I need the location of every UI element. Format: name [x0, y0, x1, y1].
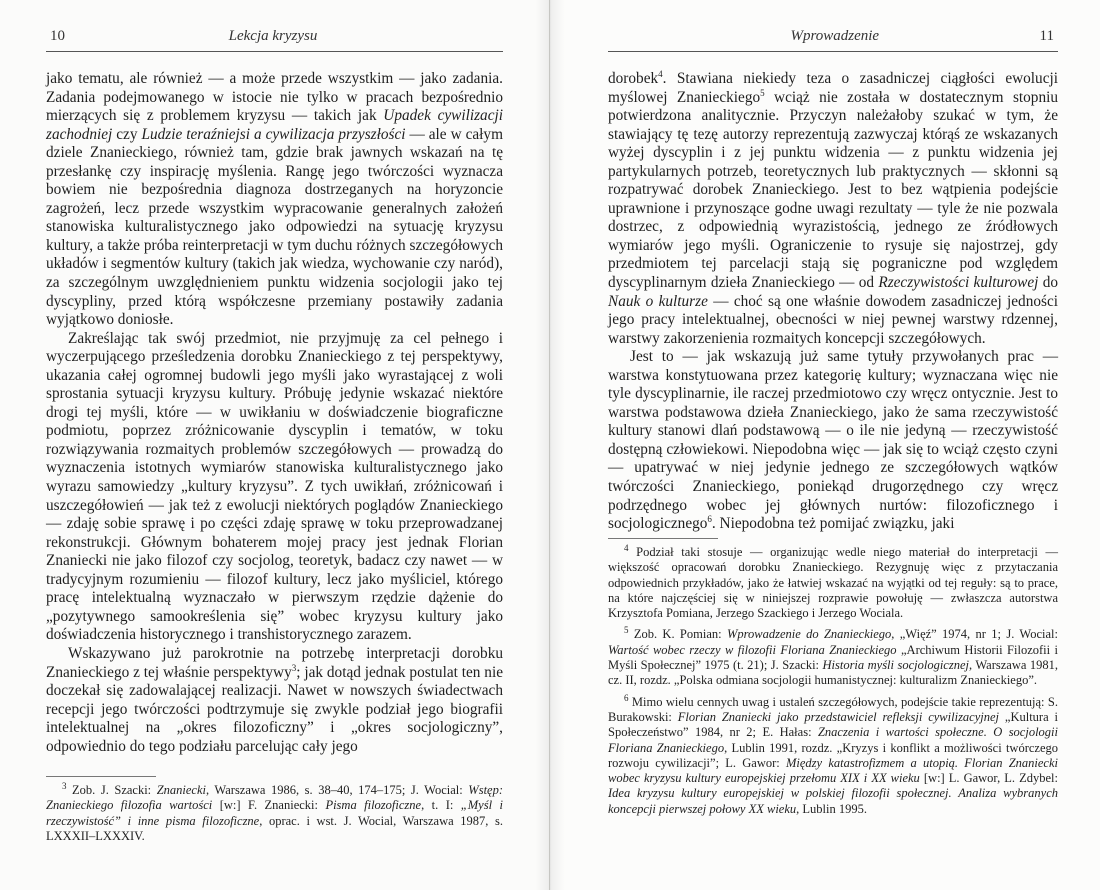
text-run: Zob. J. Szacki:: [66, 783, 157, 797]
text-run: [w:] L. Gawor, L. Zdybel:: [919, 771, 1058, 786]
paragraph: [46, 645, 503, 756]
text-run: dorobek: [608, 70, 659, 87]
text-run: czy: [112, 125, 142, 143]
footnote-ref: 4: [624, 542, 629, 553]
right-running-title: Wprowadzenie: [790, 28, 880, 44]
italic-title: Ludzie teraźniejsi a cywilizacja przyszłości: [141, 125, 406, 143]
text-run: Jest to — jak wskazują już same tytuły przywołanych prac — warstwa konstytuowana przez kategorię kultury; wyznaczana więc nie tyle dyscyplinarnie, ile raczej przedmiotowo czy wręcz ontycznie. Jest to warstwa podstawowa dzieła Znanieckiego, jako że sama rzeczywistość kultury stanowi dlań podstawową — o ile nie jedyną — rzeczywistość dostępną człowiekowi. Niepodobna więc — jak się to wciąż często czyni — upatrywać w niej jedynie jednego ze szczegółowych wątków twórczości Znanieckiego, poniekąd drugorzędnego czy wręcz podrzędnego wobec jej głównych nurtów: filozoficznego i socjologicznego: [608, 348, 1058, 533]
italic-title: Wartość wobec rzeczy w filozofii Floriana Znanieckiego: [608, 642, 897, 657]
italic-title: Rzeczywistości kulturowej: [878, 274, 1039, 292]
italic-title: Wstęp: Znanieckiego filozofia wartości: [46, 783, 504, 813]
footnote-ref: 6: [624, 692, 629, 703]
footnote-ref: 5: [760, 87, 765, 98]
text-run: wciąż nie została w dostatecznym stopniu potwierdzona analitycznie. Przyczyn należałoby szukać w tym, że stawiający tę tezę autorzy reprezentują zazwyczaj którąś ze wskazanych wyżej dyscyplin i z jej punktu widzenia — z punktu widzenia jej partykularnych potrzeb, teoretycznych lub praktycznych — skłonni są rozpatrywać dorobek Znanieckiego. Jest to bez wątpienia podejście uprawnione i przynoszące godne uwagi rezultaty — tyle że nie pozwala dostrzec, z odpowiednią wyrazistością, jednego ze źródłowych wymiarów jego myśli. Ograniczenie to rysuje się najostrzej, gdy przedmiotem tej parcelacji stają się pograniczne pod względem dyscyplinarnym dzieła Znanieckiego — od: [608, 88, 1058, 292]
text-run: — ale w całym dziele Znanieckiego, również tam, gdzie brak jawnych wskazań na tę przesłankę czy inspirację myślenia. Rangę jego twórczości wyznacza bowiem nie bezpośrednia diagnoza dostrzeganych na horyzoncie zagrożeń, lecz przede wszystkim wypracowanie generalnych założeń stanowiska kulturalistycznego jako odpowiedzi na sytuację kryzysu kultury, a także próba reinterpretacji w tym duchu różnych szczegółowych układów i segmentów kultury (takich jak wiedza, wychowanie czy naród), za szczególnym uwzględnieniem punktu widzenia socjologii jako tej dyscypliny, przed którą współczesne przemiany postawiły zadania wyjątkowo doniosłe.: [46, 125, 503, 329]
text-run: Podział taki stosuje — organizując wedle niego materiał do interpretacji — większość opracowań dorobku Znanieckiego. Rezygnuję więc z przytaczania odpowiednich przykładów, jako że łatwiej wskazać na wyjątki od tej reguły: są to prace, na które najczęściej się w niniejszej rozprawie powołuję — zwłaszcza autorstwa Krzysztofa Pomiana, Jerzego Szackiego i Jerzego Wociala.: [608, 545, 1058, 621]
paragraph: [46, 70, 503, 330]
footnote-ref: 3: [291, 662, 297, 673]
paragraph: [608, 70, 1058, 348]
italic-title: Historia myśli socjologicznej: [822, 658, 969, 673]
left-body-text: [46, 70, 503, 756]
footnote: [608, 627, 1058, 688]
text-run: , oprac. i wst. J. Wocial, Warszawa 1987, s. LXXXII–LXXXIV.: [46, 813, 503, 843]
italic-title: Pisma filozoficzne: [325, 798, 422, 813]
footnote: [46, 780, 504, 844]
text-run: Zob. K. Pomian:: [628, 627, 727, 642]
text-run: ; jak dotąd jednak postulat ten nie doczekał się zadowalającej realizacji. Nawet w nowszych świadectwach recepcji jego twórczości podtrzymuje się zwykle podział jego biografii intelektualnej na „okres filozoficzny” i „okres socjologiczny”, odpowiednio do tego podziału parcelując cały jego: [46, 663, 503, 755]
text-run: „Archiwum Historii Filozofii i Myśli Społecznej” 1975 (t. 21); J. Szacki:: [608, 642, 1058, 673]
right-footnotes: [608, 538, 1058, 823]
text-run: , „Więź” 1974, nr 1; J. Wocial:: [891, 627, 1058, 642]
text-run: . Niepodobna też pomijać związku, jaki: [711, 515, 955, 533]
footnote-rule: [608, 538, 718, 539]
text-run: , Warszawa 1981, cz. II, rozdz. „Polska odmiana socjologii humanistycznej: kulturalizm Znanieckiego”.: [608, 658, 1058, 688]
footnote-ref: 6: [707, 514, 712, 525]
text-run: Mimo wielu cennych uwag i ustaleń szczegółowych, podejście takie reprezentują: S. Burakowski:: [608, 694, 1058, 724]
text-run: jako tematu, ale również — a może przede wszystkim — jako zadania. Zadania podejmowanego w istocie nie tylko w pracach bezpośrednio mierzących się z problemem kryzysu — takich jak: [46, 70, 503, 125]
italic-title: „Myśl i rzeczywistość” i inne pisma filozoficzne: [46, 798, 503, 828]
footnote-ref: 5: [624, 625, 629, 636]
left-running-head: [46, 28, 503, 52]
text-run: , t. I:: [421, 798, 461, 813]
footnote-rule: [46, 776, 156, 777]
left-page-number: 10: [50, 28, 65, 44]
text-run: [w:] F. Znaniecki:: [212, 798, 326, 813]
text-run: , Warszawa 1986, s. 38–40, 174–175; J. Wocial:: [206, 783, 469, 797]
text-run: Zakreślając tak swój przedmiot, nie przyjmuję za cel pełnego i wyczerpującego prześledzenia dorobku Znanieckiego z tej perspektywy, ukazania całej ogromnej budowli jego myśli jako wyrastającej z woli sprostania sytuacji kryzysu kultury. Próbuję jedynie wskazać niektóre drogi tej myśli, które — w uwikłaniu w doświadczenie biograficzne podmiotu, poprzez zróżnicowanie dyscyplin i tematów, w toku rozwiązywania rozmaitych problemów szczegółowych — prowadzą do wyznaczenia istotnych wymiarów stanowiska kulturalistycznego jako wyrazu samowiedzy „kultury kryzysu”. Z tych uwikłań, zróżnicowań i uszczegółowień — jak też z ewolucji niektórych poglądów Znanieckiego — zdaję sobie sprawę i po części zdaję sprawę w toku przeprowadzanej rekonstrukcji. Głównym bohaterem mojej pracy jest jednak Florian Znaniecki nie jako filozof czy socjolog, teoretyk, badacz czy nawet — w tradycyjnym rozumieniu — filozof kultury, lecz jako myśliciel, którego pracę intelektualną wyznaczało w pierwszym rzędzie dążenie do „pozytywnego samookreślenia się” wobec kryzysu kultury jako doświadczenia historycznego i transhistorycznego zarazem.: [46, 329, 503, 644]
text-run: do: [1038, 274, 1058, 292]
paragraph: [608, 348, 1058, 533]
right-body-text: [608, 70, 1058, 534]
text-run: , Lublin 1995.: [796, 801, 867, 816]
italic-title: Znaniecki: [156, 783, 206, 797]
italic-title: Upadek cywilizacji zachodniej: [46, 107, 503, 143]
right-page: [550, 0, 1100, 890]
right-page-number: 11: [1039, 28, 1054, 44]
italic-title: Idea kryzysu kultury europejskiej w polskiej filozofii społecznej. Analiza wybranych koncepcji pierwszej połowy XX wieku: [608, 786, 1058, 816]
italic-title: Znaczenia i wartości społeczne. O socjologii Floriana Znanieckiego: [608, 725, 1058, 755]
text-run: , Lublin 1991, rozdz. „Kryzys i konflikt a możliwości twórczego rozwoju cywilizacji”; L. Gawor:: [608, 740, 1058, 770]
text-run: — choć są one właśnie dowodem zasadniczej jedności jego pracy intelektualnej, obecności w niej pewnej warstwy rdzennej, warstwy zakorzenienia rozmaitych koncepcji szczegółowych.: [608, 292, 1058, 347]
italic-title: Nauk o kulturze: [608, 292, 708, 310]
right-running-head: [608, 28, 1058, 52]
italic-title: Wprowadzenie do Znanieckiego: [726, 627, 892, 642]
left-footnotes: [46, 776, 503, 850]
footnote-ref: 3: [62, 780, 67, 791]
footnote: [608, 542, 1058, 621]
text-run: . Stawiana niekiedy teza o zasadniczej ciągłości ewolucji myślowej Znanieckiego: [608, 70, 1058, 106]
text-run: Wskazywano już parokrotnie na potrzebę interpretacji dorobku Znanieckiego z tej właśnie perspektywy: [46, 644, 503, 681]
italic-title: Między katastrofizmem a utopią. Florian Znaniecki wobec kryzysu kultury europejskiej przełomu XIX i XX wieku: [608, 755, 1058, 786]
paragraph: [46, 330, 503, 645]
text-run: „Kultura i Społeczeństwo” 1984, nr 2; E. Hałas:: [608, 709, 1058, 740]
left-running-title: Lekcja kryzysu: [228, 28, 318, 44]
footnote: [608, 692, 1058, 817]
footnote-ref: 4: [658, 68, 663, 79]
italic-title: Florian Znaniecki jako przedstawiciel refleksji cywilizacyjnej: [677, 709, 1000, 724]
